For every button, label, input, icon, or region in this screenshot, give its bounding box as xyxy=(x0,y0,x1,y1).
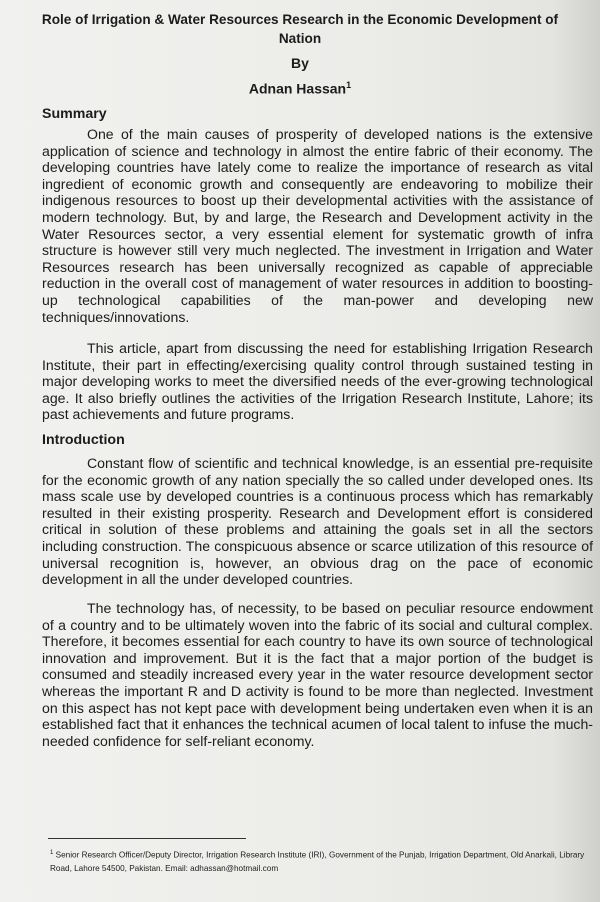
summary-heading: Summary xyxy=(42,106,107,122)
introduction-paragraph-2: The technology has, of necessity, to be based on peculiar resource endowment of a country and to be ultimately woven into the fabric of its social and cultural complex. Therefore, it becomes essential for each country to have its own source of technological innovation and improvement. But it is the fact that a major portion of the budget is consumed and steadily increased every year in the water resource development sector whereas the important R and D activity is found to be more than neglected. Investment on this aspect has not kept pace with development being undertaken even when it is an established fact that it enhances the technical acumen of local talent to infuse the much-needed confidence for self-reliant economy. xyxy=(42,600,593,749)
footnote-divider xyxy=(48,838,246,839)
footnote-mark: 1 xyxy=(50,850,54,856)
document-title: Role of Irrigation & Water Resources Research in the Economic Development of Nation xyxy=(41,12,559,46)
summary-paragraph-2: This article, apart from discussing the need for establishing Irrigation Research Institute, their part in effecting/exercising quality control through sustained testing in major developing works to meet the diversified needs of the ever-growing technological age. It also briefly outlines the activities of the Irrigation Research Institute, Lahore; its past achievements and future programs. xyxy=(42,340,593,423)
footnote-text: Senior Research Officer/Deputy Director, Irrigation Research Institute (IRI), Government of the Punjab, Irrigation Department, Old Anarkali, Library Road, Lahore 54500, Pakistan. Email: adhassan@hotmail.com xyxy=(50,850,585,873)
footnote xyxy=(50,847,595,875)
byline-by: By xyxy=(291,55,309,71)
author-footnote-mark: 1 xyxy=(346,80,352,90)
introduction-heading: Introduction xyxy=(42,432,125,448)
author-name-text: Adnan Hassan xyxy=(248,80,347,97)
introduction-paragraph-1: Constant flow of scientific and technical knowledge, is an essential pre-requisite for the economic growth of any nation specially the so called under developed ones. Its mass scale use by developed countries is a continuous process which has remarkably resulted in their existing prosperity. Research and Development effort is considered critical in solution of these problems and attaining the goals set in all the sectors including construction. The conspicuous absence or scarce utilization of this resource of universal recognition is, however, an obvious drag on the pace of economic development in all the under developed countries. xyxy=(42,455,593,588)
summary-paragraph-1: One of the main causes of prosperity of developed nations is the extensive application of science and technology in almost the entire fabric of their economy. The developing countries have lately come to realize the importance of research as vital ingredient of economic growth and consequently are endeavoring to mobilize their indigenous resources to boost up their developmental activities with the assistance of modern technology. But, by and large, the Research and Development activity in the Water Resources sector, a very essential element for systematic growth of infra structure is however still very much neglected. The investment in Irrigation and Water Resources research has been universally recognized as capable of appreciable reduction in the overall cost of management of water resources in addition to boosting-up technological capabilities of the man-power and developing new techniques/innovations. xyxy=(42,126,593,325)
author-name xyxy=(0,80,600,97)
